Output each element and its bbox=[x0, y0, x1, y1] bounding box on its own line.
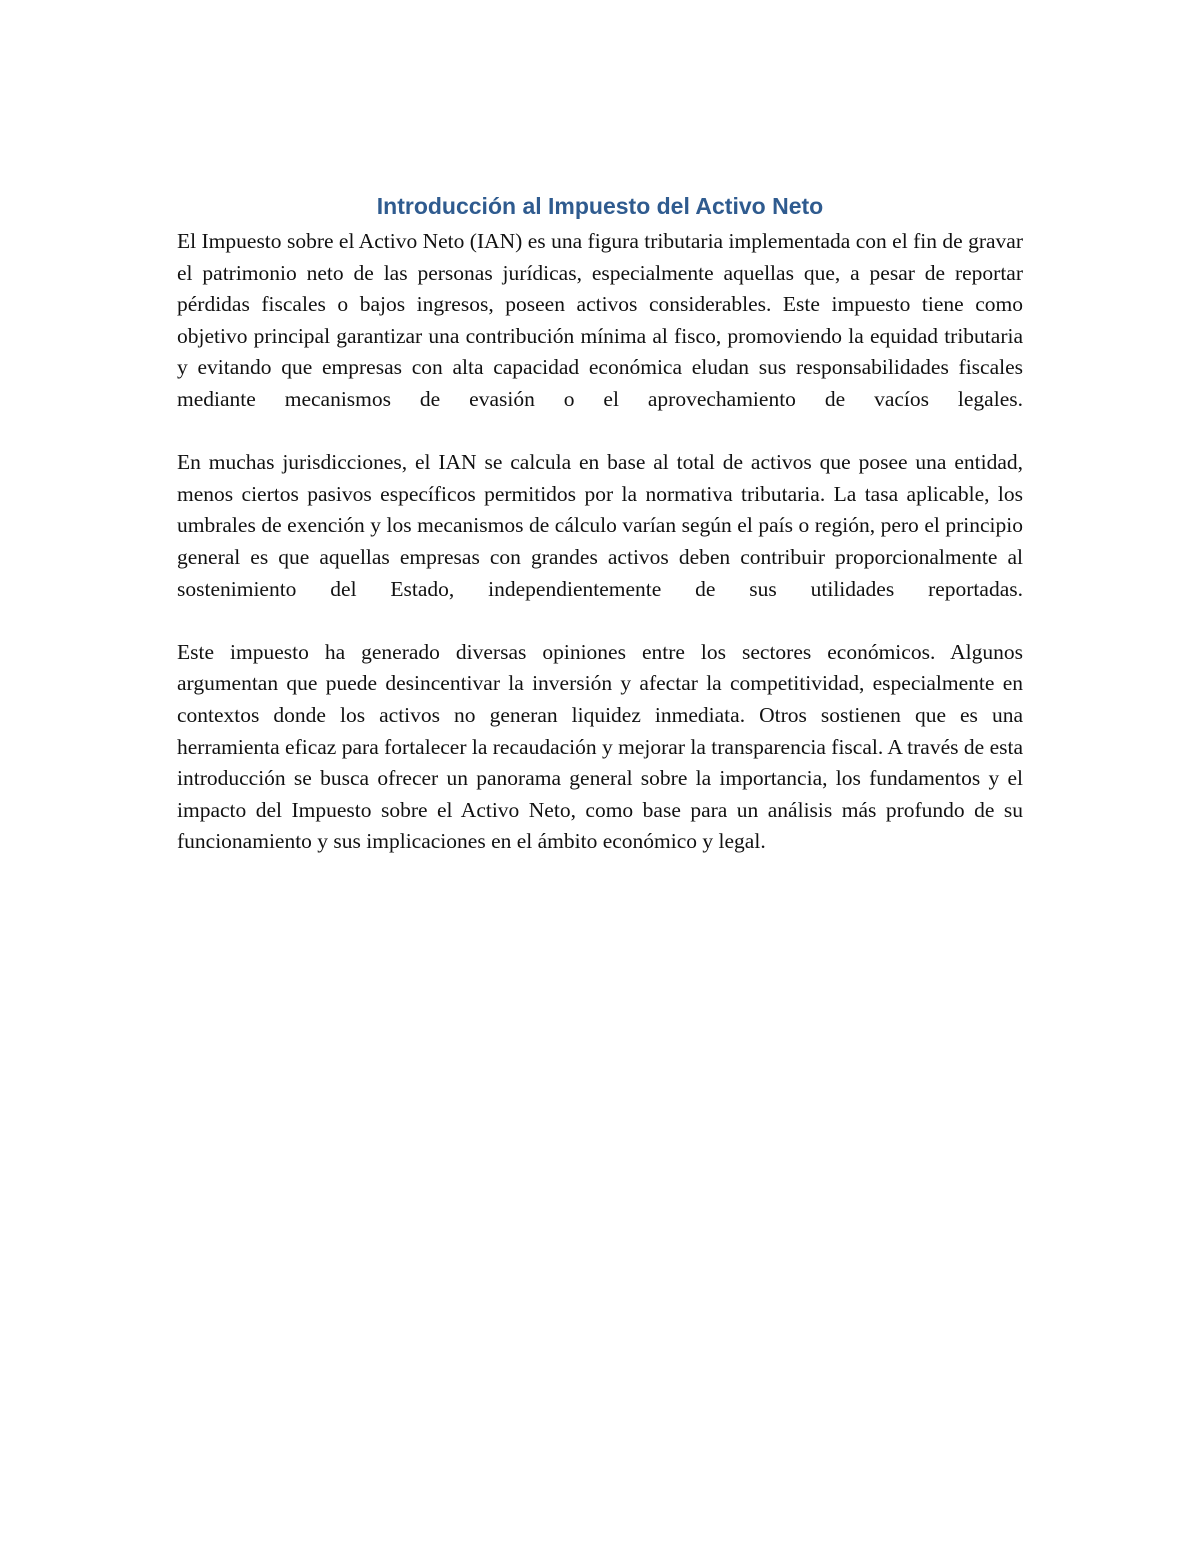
paragraph-2: En muchas jurisdicciones, el IAN se calcula en base al total de activos que posee una entidad, menos ciertos pasivos específicos permitidos por la normativa tributaria. La tasa aplicable, los umbrales de exención y los mecanismos de cálculo varían según el país o región, pero el principio general es que aquellas empresas con grandes activos deben contribuir proporcionalmente al sostenimiento del Estado, independientemente de sus utilidades reportadas. bbox=[177, 450, 1023, 601]
paragraph-1: El Impuesto sobre el Activo Neto (IAN) es una figura tributaria implementada con el fin de gravar el patrimonio neto de las personas jurídicas, especialmente aquellas que, a pesar de reportar pérdidas fiscales o bajos ingresos, poseen activos considerables. Este impuesto tiene como objetivo principal garantizar una contribución mínima al fisco, promoviendo la equidad tributaria y evitando que empresas con alta capacidad económica eludan sus responsabilidades fiscales mediante mecanismos de evasión o el aprovechamiento de vacíos legales. bbox=[177, 229, 1023, 411]
paragraph-3: Este impuesto ha generado diversas opiniones entre los sectores económicos. Algunos argumentan que puede desincentivar la inversión y afectar la competitividad, especialmente en contextos donde los activos no generan liquidez inmediata. Otros sostienen que es una herramienta eficaz para fortalecer la recaudación y mejorar la transparencia fiscal. A través de esta introducción se busca ofrecer un panorama general sobre la importancia, los fundamentos y el impacto del Impuesto sobre el Activo Neto, como base para un análisis más profundo de su funcionamiento y sus implicaciones en el ámbito económico y legal. bbox=[177, 639, 1023, 854]
document-title: Introducción al Impuesto del Activo Neto bbox=[376, 193, 824, 219]
document-body bbox=[177, 226, 1023, 889]
